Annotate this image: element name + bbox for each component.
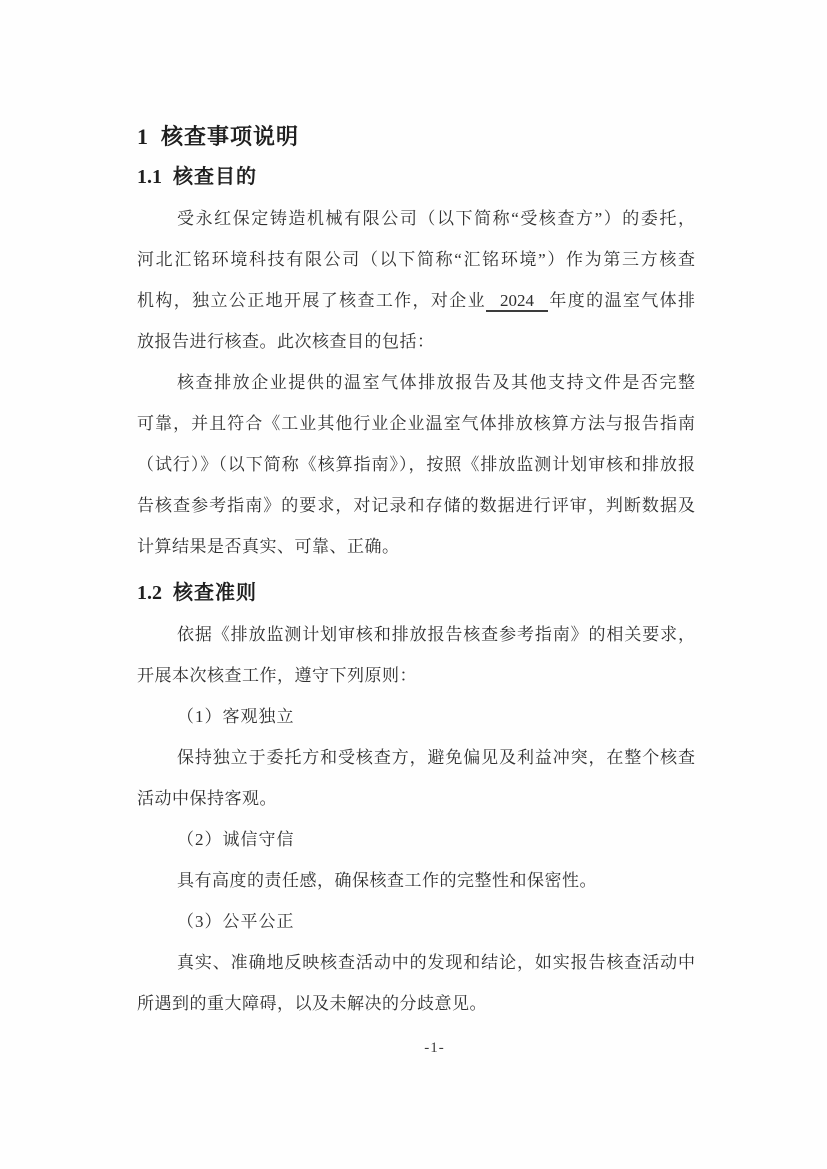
heading-title: 核查事项说明 (161, 124, 300, 149)
heading-title: 核查准则 (173, 582, 257, 604)
body-line-with-year (137, 280, 695, 321)
body-line: 放报告进行核查。此次核查目的包括： (137, 332, 435, 351)
principle-item-heading: （3）公平公正 (177, 912, 295, 931)
body-line: 受永红保定铸造机械有限公司（以下简称“受核查方”）的委托， (177, 209, 695, 228)
body-line: 具有高度的责任感，确保核查工作的完整性和保密性。 (177, 871, 597, 890)
body-line: 所遇到的重大障碍，以及未解决的分歧意见。 (137, 994, 487, 1013)
body-line: 告核查参考指南》的要求，对记录和存储的数据进行评审，判断数据及 (137, 496, 695, 515)
principle-item-heading: （2）诚信守信 (177, 830, 295, 849)
body-text: 年度的温室气体排 (548, 291, 696, 310)
body-line: 计算结果是否真实、可靠、正确。 (137, 537, 400, 556)
body-text: 机构，独立公正地开展了核查工作，对企业 (137, 291, 487, 310)
body-line: 保持独立于委托方和受核查方，避免偏见及利益冲突，在整个核查 (177, 748, 695, 767)
section-heading-1-1 (137, 157, 695, 198)
section-heading-1-2 (137, 573, 695, 614)
body-line: 可靠，并且符合《工业其他行业企业温室气体排放核算方法与报告指南 (137, 414, 695, 433)
body-line: 活动中保持客观。 (137, 789, 277, 808)
heading-number: 1.2 (137, 582, 162, 604)
document-content (137, 116, 695, 1024)
page-number: -1- (424, 1040, 445, 1056)
principle-item-heading: （1）客观独立 (177, 707, 295, 726)
body-line: 开展本次核查工作，遵守下列原则： (137, 666, 417, 685)
body-line: 真实、准确地反映核查活动中的发现和结论，如实报告核查活动中 (177, 953, 695, 972)
body-line: 依据《排放监测计划审核和排放报告核查参考指南》的相关要求， (177, 625, 695, 644)
section-heading-1 (137, 116, 695, 157)
body-line: 河北汇铭环境科技有限公司（以下简称“汇铭环境”）作为第三方核查 (137, 250, 695, 269)
body-line: （试行）》（以下简称《核算指南》），按照《排放监测计划审核和排放报 (137, 455, 695, 474)
underlined-year: 2024 (486, 291, 548, 312)
heading-number: 1.1 (137, 166, 162, 188)
body-line: 核查排放企业提供的温室气体排放报告及其他支持文件是否完整 (177, 373, 695, 392)
heading-number: 1 (137, 124, 148, 149)
heading-title: 核查目的 (173, 166, 257, 188)
